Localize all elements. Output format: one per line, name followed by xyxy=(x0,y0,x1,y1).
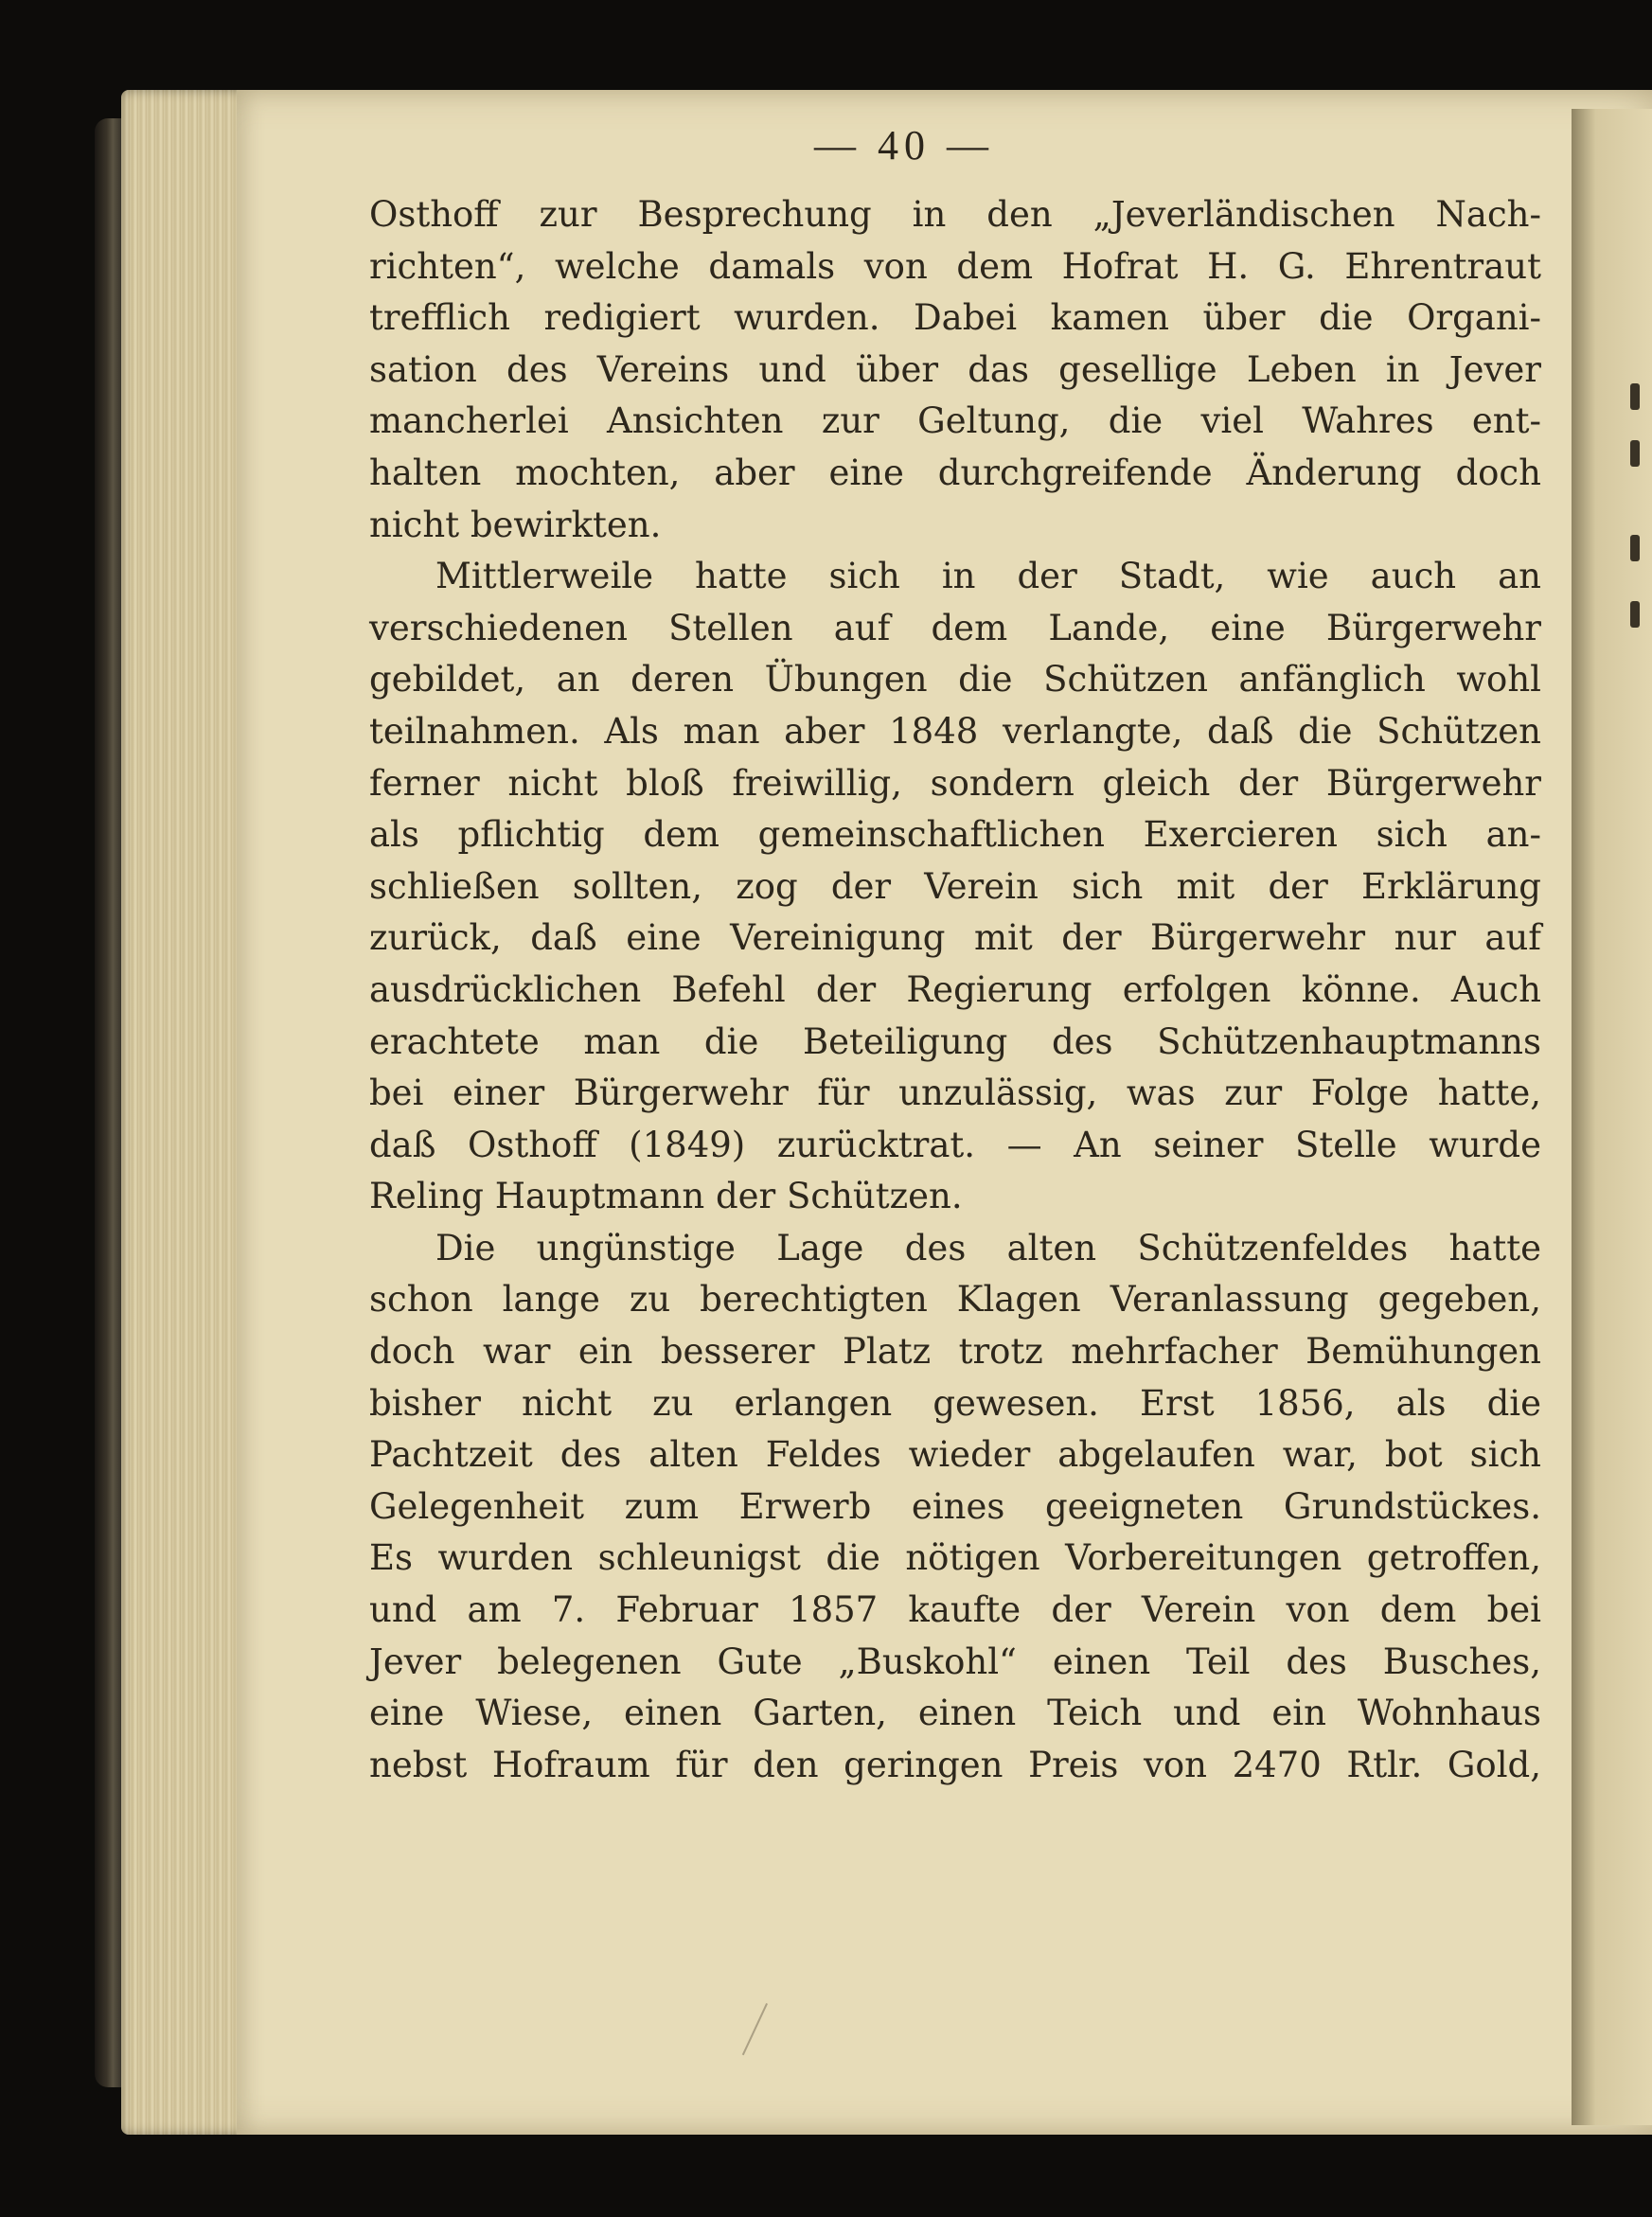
body-text xyxy=(369,189,1541,1893)
text-line: Die ungünstige Lage des alten Schützenfeldes hatte xyxy=(435,1227,1541,1268)
text-line: Mittlerweile hatte sich in der Stadt, wie auch an xyxy=(435,556,1541,597)
text-line: trefflich redigiert wurden. Dabei kamen über die Organi- xyxy=(369,297,1541,339)
text-line: erachtete man die Beteiligung des Schützenhauptmanns xyxy=(369,1020,1541,1062)
text-line: bei einer Bürgerwehr für unzulässig, was zur Folge hatte, xyxy=(369,1073,1541,1114)
text-line: sation des Vereins und über das gesellige Leben in Jever xyxy=(369,348,1541,390)
text-line: zurück, daß eine Vereinigung mit der Bürgerwehr nur auf xyxy=(369,917,1541,959)
text-line: nebst Hofraum für den geringen Preis von 2470 Rtlr. Gold, xyxy=(369,1744,1541,1785)
text-line: bisher nicht zu erlangen gewesen. Erst 1856, als die xyxy=(369,1382,1541,1424)
text-line: Reling Hauptmann der Schützen. xyxy=(369,1176,963,1217)
text-line: teilnahmen. Als man aber 1848 verlangte, daß die Schützen xyxy=(369,710,1541,752)
text-line: schon lange zu berechtigten Klagen Veranlassung gegeben, xyxy=(369,1279,1541,1321)
text-line: Jever belegenen Gute „Buskohl“ einen Teil des Busches, xyxy=(369,1641,1541,1682)
next-page-edge xyxy=(1572,109,1652,2125)
text-line: richten“, welche damals von dem Hofrat H. G. Ehrentraut xyxy=(369,245,1541,287)
text-line: Gelegenheit zum Erwerb eines geeigneten Grundstückes. xyxy=(369,1485,1541,1527)
text-line: halten mochten, aber eine durchgreifende Änderung doch xyxy=(369,452,1541,493)
text-line: daß Osthoff (1849) zurücktrat. — An seiner Stelle wurde xyxy=(369,1124,1541,1165)
page-number: — 40 — xyxy=(814,122,994,168)
text-line: mancherlei Ansichten zur Geltung, die viel Wahres ent- xyxy=(369,400,1541,442)
text-fragment xyxy=(1630,601,1640,628)
text-line: und am 7. Februar 1857 kaufte der Verein von dem bei xyxy=(369,1589,1541,1631)
text-line: nicht bewirkten. xyxy=(369,504,662,545)
text-line: schließen sollten, zog der Verein sich mit der Erklärung xyxy=(369,865,1541,907)
text-fragment xyxy=(1630,440,1640,467)
text-line: ausdrücklichen Befehl der Regierung erfolgen könne. Auch xyxy=(369,968,1541,1010)
text-line: Pachtzeit des alten Feldes wieder abgelaufen war, bot sich xyxy=(369,1434,1541,1476)
text-line: doch war ein besserer Platz trotz mehrfacher Bemühungen xyxy=(369,1331,1541,1373)
text-line: ferner nicht bloß freiwillig, sondern gleich der Bürgerwehr xyxy=(369,762,1541,804)
text-line: verschiedenen Stellen auf dem Lande, eine Bürgerwehr xyxy=(369,607,1541,648)
text-line: gebildet, an deren Übungen die Schützen anfänglich wohl xyxy=(369,659,1541,701)
text-fragment xyxy=(1630,535,1640,561)
text-line: Osthoff zur Besprechung in den „Jeverländischen Nach- xyxy=(369,194,1541,235)
text-line: eine Wiese, einen Garten, einen Teich und ein Wohnhaus xyxy=(369,1693,1541,1734)
text-line: Es wurden schleunigst die nötigen Vorbereitungen getroffen, xyxy=(369,1537,1541,1579)
text-fragment xyxy=(1630,383,1640,410)
text-line: als pflichtig dem gemeinschaftlichen Exercieren sich an- xyxy=(369,814,1541,856)
